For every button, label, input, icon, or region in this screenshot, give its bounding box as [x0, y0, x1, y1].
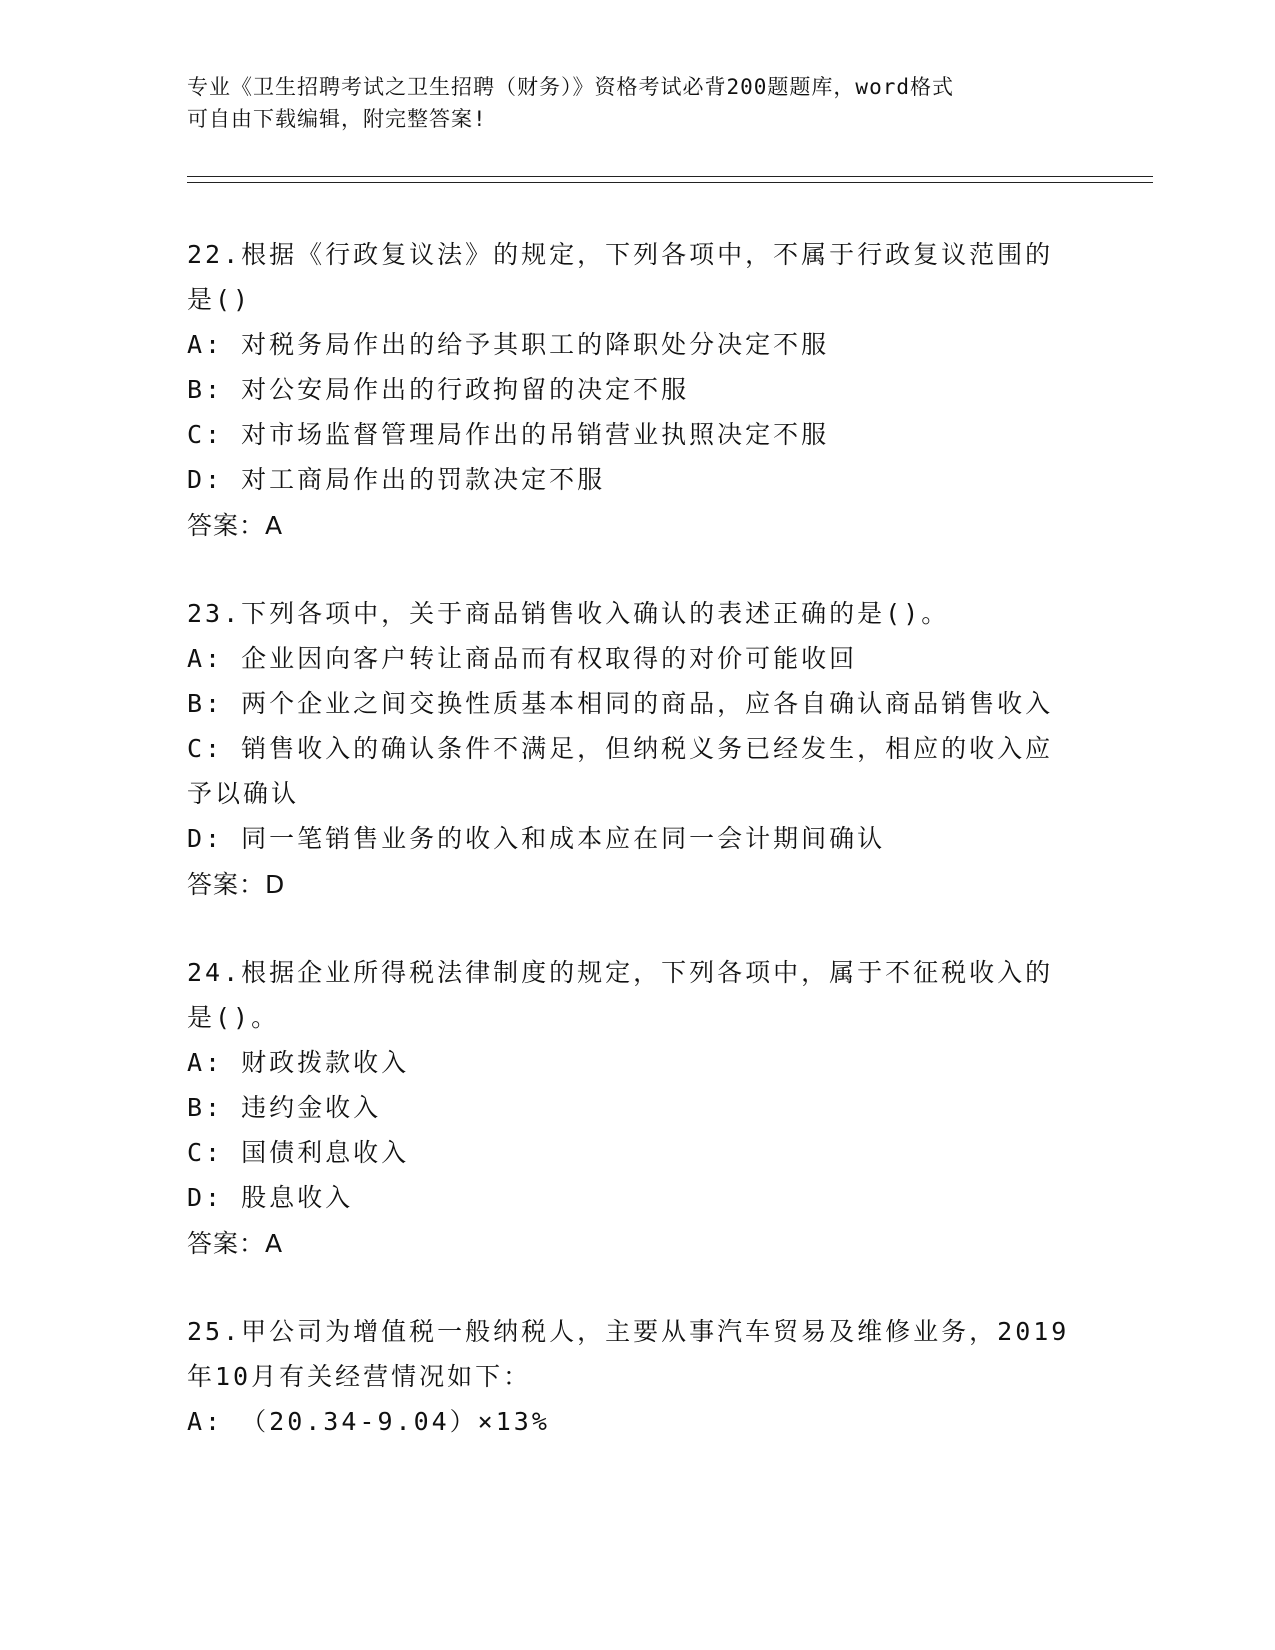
option-a: A: 对税务局作出的给予其职工的降职处分决定不服: [187, 330, 830, 359]
question-22: [187, 232, 1077, 549]
question-25: [187, 1309, 1077, 1444]
question-stem: 25.甲公司为增值税一般纳税人，主要从事汽车贸易及维修业务，2019: [187, 1317, 1070, 1346]
option-c: C: 销售收入的确认条件不满足，但纳税义务已经发生，相应的收入应: [187, 734, 1054, 763]
header-line-2: 可自由下载编辑，附完整答案!: [187, 107, 487, 131]
header-divider-top: [187, 176, 1153, 177]
question-stem: 23.下列各项中，关于商品销售收入确认的表述正确的是()。: [187, 599, 950, 628]
answer-label: 答案：A: [187, 1229, 284, 1258]
option-b: B: 违约金收入: [187, 1093, 382, 1122]
question-stem: 年10月有关经营情况如下：: [187, 1362, 532, 1391]
question-list: [187, 232, 1077, 1486]
question-stem: 是()。: [187, 1003, 280, 1032]
header-line-1: 专业《卫生招聘考试之卫生招聘（财务）》资格考试必背200题题库，word格式: [187, 75, 954, 99]
option-c: C: 对市场监督管理局作出的吊销营业执照决定不服: [187, 420, 830, 449]
option-b: B: 对公安局作出的行政拘留的决定不服: [187, 375, 690, 404]
option-d: D: 股息收入: [187, 1183, 354, 1212]
option-b: B: 两个企业之间交换性质基本相同的商品，应各自确认商品销售收入: [187, 689, 1054, 718]
option-c: C: 国债利息收入: [187, 1138, 410, 1167]
question-24: [187, 950, 1077, 1267]
question-stem: 24.根据企业所得税法律制度的规定，下列各项中，属于不征税收入的: [187, 958, 1054, 987]
option-a: A: 企业因向客户转让商品而有权取得的对价可能收回: [187, 644, 858, 673]
question-stem: 是(): [187, 285, 252, 314]
option-c-continued: 予以确认: [187, 779, 300, 808]
question-23: [187, 591, 1077, 908]
option-d: D: 对工商局作出的罚款决定不服: [187, 465, 606, 494]
answer-label: 答案：D: [187, 870, 286, 899]
option-a: A: （20.34-9.04）×13%: [187, 1407, 550, 1436]
option-d: D: 同一笔销售业务的收入和成本应在同一会计期间确认: [187, 824, 886, 853]
option-a: A: 财政拨款收入: [187, 1048, 410, 1077]
header-divider-bottom: [187, 182, 1153, 183]
question-stem: 22.根据《行政复议法》的规定，下列各项中，不属于行政复议范围的: [187, 240, 1054, 269]
document-header: [187, 71, 1067, 135]
answer-label: 答案：A: [187, 511, 284, 540]
